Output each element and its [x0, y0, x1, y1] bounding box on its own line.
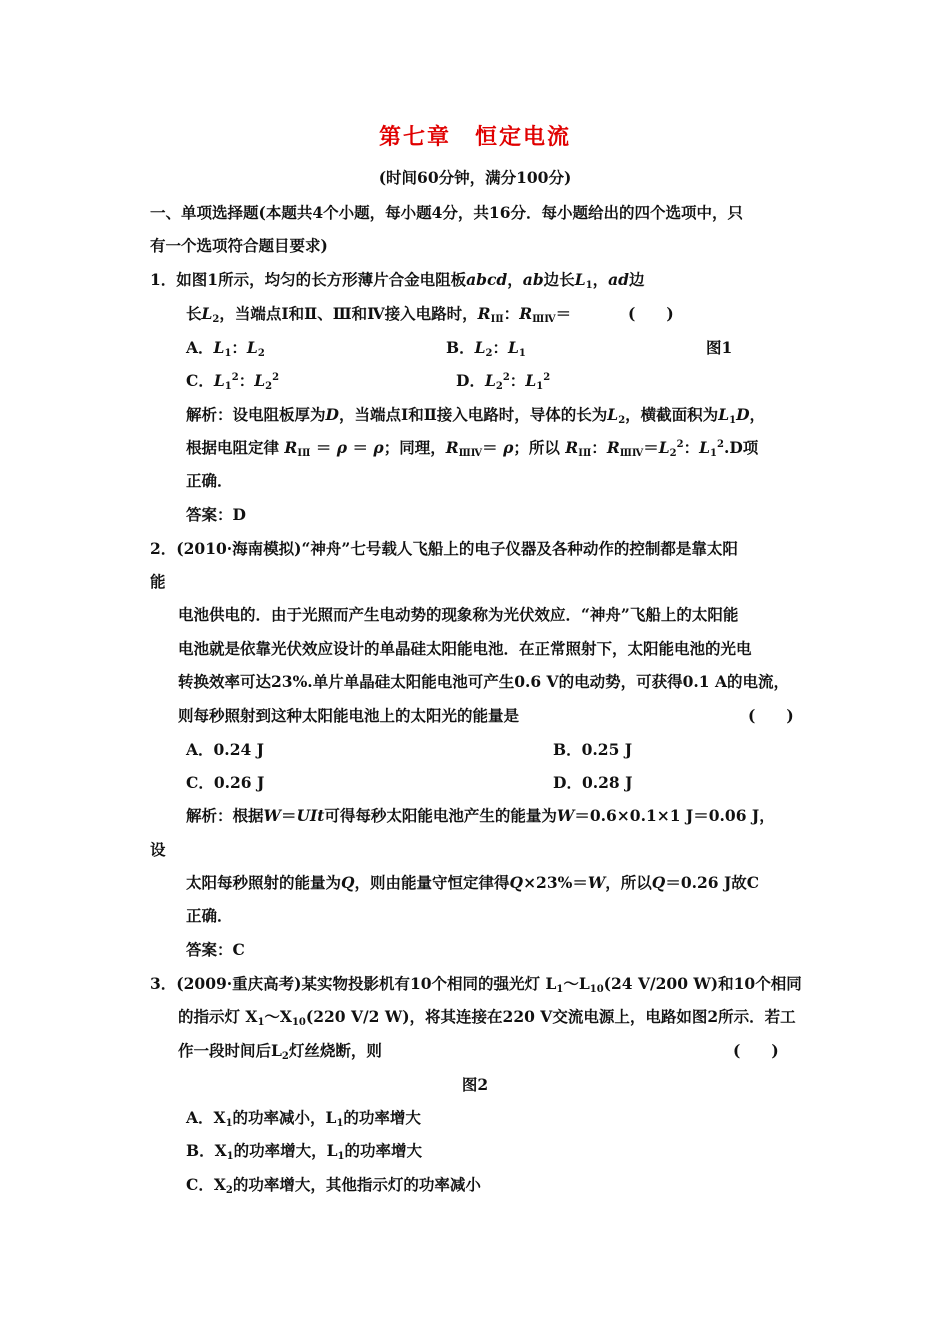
- q2-answer: 答案：C: [186, 940, 245, 959]
- q3-option-a: A．$X_1$的功率减小，$L_1$的功率增大: [186, 1108, 421, 1129]
- q2-option-c: C．0.26 J: [186, 773, 265, 792]
- q3-answer-blank: ( ): [733, 1041, 779, 1060]
- q2-stem-line4: 电池就是依靠光伏效应设计的单晶硅太阳能电池．在正常照射下，太阳能电池的光电: [178, 639, 752, 658]
- q2-stem-line3: 电池供电的．由于光照而产生电动势的现象称为光伏效应．“神舟”飞船上的太阳能: [178, 605, 739, 624]
- q1-explanation-line3: 正确．: [186, 471, 233, 490]
- q2-answer-blank: ( ): [748, 706, 794, 725]
- q1-answer-blank: ( ): [628, 304, 674, 323]
- q3-stem-line2: 的指示灯 $X_1\sim X_{10}(220$ V/2 W)，将其连接在220 V交流电源上，电路如图2所示．若工: [178, 1007, 796, 1028]
- q1-option-c: C．$L_1^2$：$L_2^2$: [186, 371, 280, 392]
- q2-explanation-line1: 解析：根据W＝UIt可得每秒太阳能电池产生的能量为W＝0.6×0.1×1 J＝0.06 J，: [186, 806, 775, 825]
- q1-figure-label: 图1: [706, 338, 733, 357]
- q2-option-a: A．0.24 J: [186, 740, 265, 759]
- q3-stem-line1: 3．(2009·重庆高考)某实物投影机有10个相同的强光灯 $L_1\sim L_{10}(24$ V/200 W)和10个相同: [150, 974, 802, 995]
- q3-stem-line3: 作一段时间后$L_2$灯丝烧断，则: [178, 1041, 382, 1062]
- q1-stem-line1: 1．如图1所示，均匀的长方形薄片合金电阻板abcd，ab边长$L_1$，ad边: [150, 270, 645, 291]
- section-heading-line2: 有一个选项符合题目要求): [150, 236, 328, 255]
- q2-option-d: D．0.28 J: [553, 773, 633, 792]
- q1-option-a: A．$L_1$：$L_2$: [186, 338, 265, 359]
- q1-answer: 答案：D: [186, 505, 246, 524]
- q3-figure-label: 图2: [461, 1075, 489, 1094]
- q2-explanation-line3: 太阳每秒照射的能量为Q，则由能量守恒定律得Q×23%＝W，所以Q＝0.26 J故C: [186, 873, 760, 892]
- q1-option-b: B．$L_2$：$L_1$: [446, 338, 526, 359]
- q2-option-b: B．0.25 J: [553, 740, 633, 759]
- q3-option-c: C．$X_2$的功率增大，其他指示灯的功率减小: [186, 1175, 481, 1196]
- q1-stem-line2: 长$L_2$，当端点Ⅰ和Ⅱ、Ⅲ和Ⅳ接入电路时，$R_{ⅠⅡ}$：$R_{ⅢⅣ}=$: [186, 304, 572, 325]
- q1-option-d: D．$L_2^2$：$L_1^2$: [456, 371, 551, 392]
- section-heading-line1: 一、单项选择题(本题共4个小题，每小题4分，共16分．每小题给出的四个选项中，只: [150, 203, 743, 222]
- q2-stem-line6: 则每秒照射到这种太阳能电池上的太阳光的能量是: [178, 706, 520, 725]
- q1-explanation-line1: 解析：设电阻板厚为D，当端点Ⅰ和Ⅱ接入电路时，导体的长为$L_2$，横截面积为$L_1D$，: [186, 405, 766, 426]
- page-title: 第七章 恒定电流: [378, 124, 571, 150]
- exam-time-info: (时间60分钟，满分100分): [378, 168, 572, 187]
- q2-explanation-line4: 正确．: [186, 906, 233, 925]
- q2-stem-line5: 转换效率可达23%.单片单晶硅太阳能电池可产生0.6 V的电动势，可获得0.1 A的电流，: [178, 672, 789, 691]
- q1-explanation-line2: 根据电阻定律 $R_{ⅠⅡ} = \rho = \rho$；同理，$R_{ⅢⅣ}= \rho$；所以 $R_{ⅠⅡ}$：$R_{ⅢⅣ}=L_2^2$：$L_1^2.D$项: [186, 438, 759, 459]
- q2-stem-line1: 2．(2010·海南模拟)“神舟”七号载人飞船上的电子仪器及各种动作的控制都是靠太阳: [150, 539, 738, 558]
- q2-stem-line2: 能: [150, 572, 166, 591]
- q3-option-b: B．$X_1$的功率增大，$L_1$的功率增大: [186, 1141, 422, 1162]
- q2-explanation-line2: 设: [150, 840, 166, 859]
